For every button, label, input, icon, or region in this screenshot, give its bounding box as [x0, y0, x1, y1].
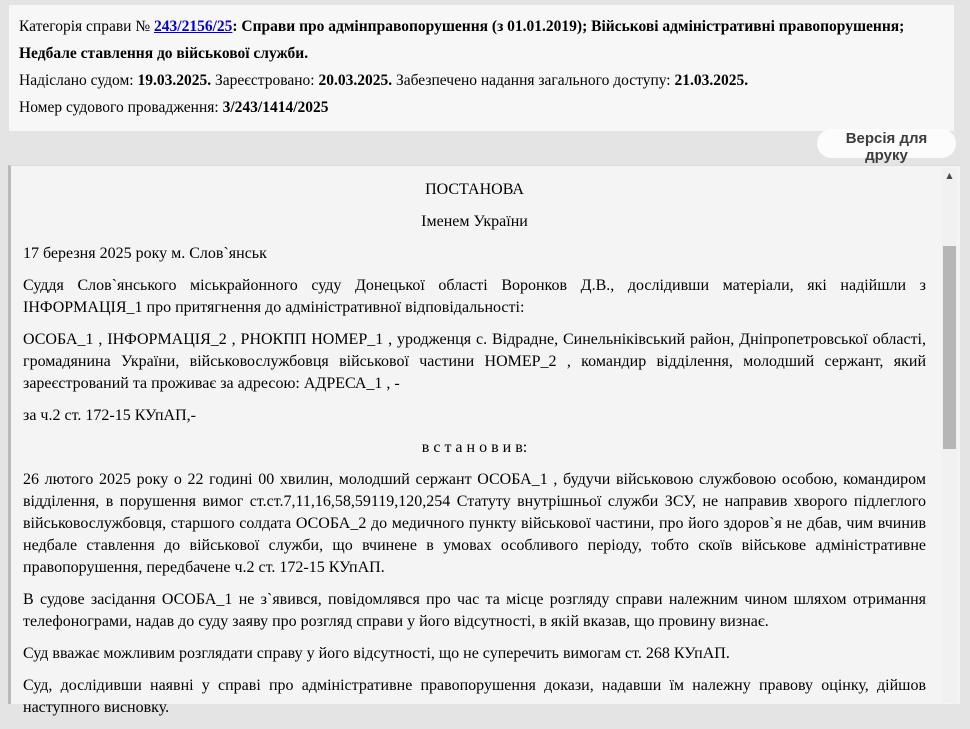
proceeding-number-line — [19, 94, 942, 121]
document-scrollbar[interactable] — [942, 168, 957, 703]
doc-paragraph: Суд вважає можливим розглядати справу у його відсутності, що не суперечить вимогам ст. 268 КУпАП. — [23, 645, 730, 662]
access-label: Забезпечено надання загального доступу: — [395, 72, 671, 89]
document-panel — [8, 165, 960, 716]
registered-label: Зареєстровано: — [214, 72, 315, 89]
sent-label: Надіслано судом: — [19, 72, 134, 89]
print-version-button[interactable]: Версія для друку — [817, 129, 956, 158]
doc-subtitle: Іменем України — [421, 213, 528, 230]
doc-paragraph: за ч.2 ст. 172-15 КУпАП,- — [23, 407, 196, 424]
proceeding-number: 3/243/1414/2025 — [222, 99, 329, 116]
doc-resolution-word: в с т а н о в и в: — [421, 439, 528, 456]
scrollbar-thumb[interactable] — [943, 246, 956, 449]
case-category-line — [19, 13, 942, 67]
access-date: 21.03.2025. — [674, 72, 749, 89]
doc-paragraph: 26 лютого 2025 року о 22 годині 00 хвилин, молодший сержант ОСОБА_1 , будучи військовою службовою особою, командиром відділення, в порушення вимог ст.ст.7,11,16,58,59119,120,254 Статуту внутрішньої служби ЗСУ, не направив хворого підлеглого військовослужбовця, старшого солдата ОСОБА_2 до медичного пункту військової частини, про його здоров`я не дбав, чим вчинив недбале ставлення до військової служби, що вчинене в умовах особливого періоду, тобто скоїв військове адміністративне правопорушення, передбачене ч.2 ст. 172-15 КУпАП. — [23, 471, 926, 576]
document-text — [11, 166, 936, 729]
case-info-panel — [8, 4, 955, 132]
doc-paragraph: Суддя Слов`янського міськрайонного суду Донецької області Воронков Д.В., дослідивши матеріали, які надійшли з ІНФОРМАЦІЯ_1 про притягнення до адміністративної відповідальності: — [23, 277, 926, 316]
sent-date: 19.03.2025. — [137, 72, 212, 89]
scroll-up-arrow-icon[interactable]: ▲ — [946, 171, 953, 180]
doc-paragraph: ОСОБА_1 , ІНФОРМАЦІЯ_2 , РНОКПП НОМЕР_1 , уродженця с. Відрадне, Синельніківський район, Дніпропетровської області, громадянина України, військовослужбовця військової частини НОМЕР_2 , командир відділення, молодший сержант, який зареєстрований та проживає за адресою: АДРЕСА_1 , - — [23, 331, 926, 392]
case-number-link[interactable]: 243/2156/25 — [154, 18, 233, 35]
case-dates-line — [19, 67, 942, 94]
doc-paragraph: В судове засідання ОСОБА_1 не з`явився, повідомлявся про час та місце розгляду справи належним чином шляхом отримання телефонограми, надав до суду заяву про розгляд справи у його відсутності, в якій вказав, що провину визнає. — [23, 591, 926, 630]
category-value: : Справи про адмінправопорушення (з 01.01.2019); Військові адміністративні правопорушення; Недбале ставлення до військової служби. — [19, 18, 905, 62]
proceeding-label: Номер судового провадження: — [19, 99, 219, 116]
category-label: Категорія справи № — [19, 18, 151, 35]
doc-title: ПОСТАНОВА — [425, 181, 524, 198]
registered-date: 20.03.2025. — [318, 72, 393, 89]
doc-date-place: 17 березня 2025 року м. Слов`янськ — [23, 245, 267, 262]
doc-paragraph: Суд, дослідивши наявні у справі про адміністративне правопорушення докази, надавши їм належну правову оцінку, дійшов наступного висновку. — [23, 677, 926, 716]
